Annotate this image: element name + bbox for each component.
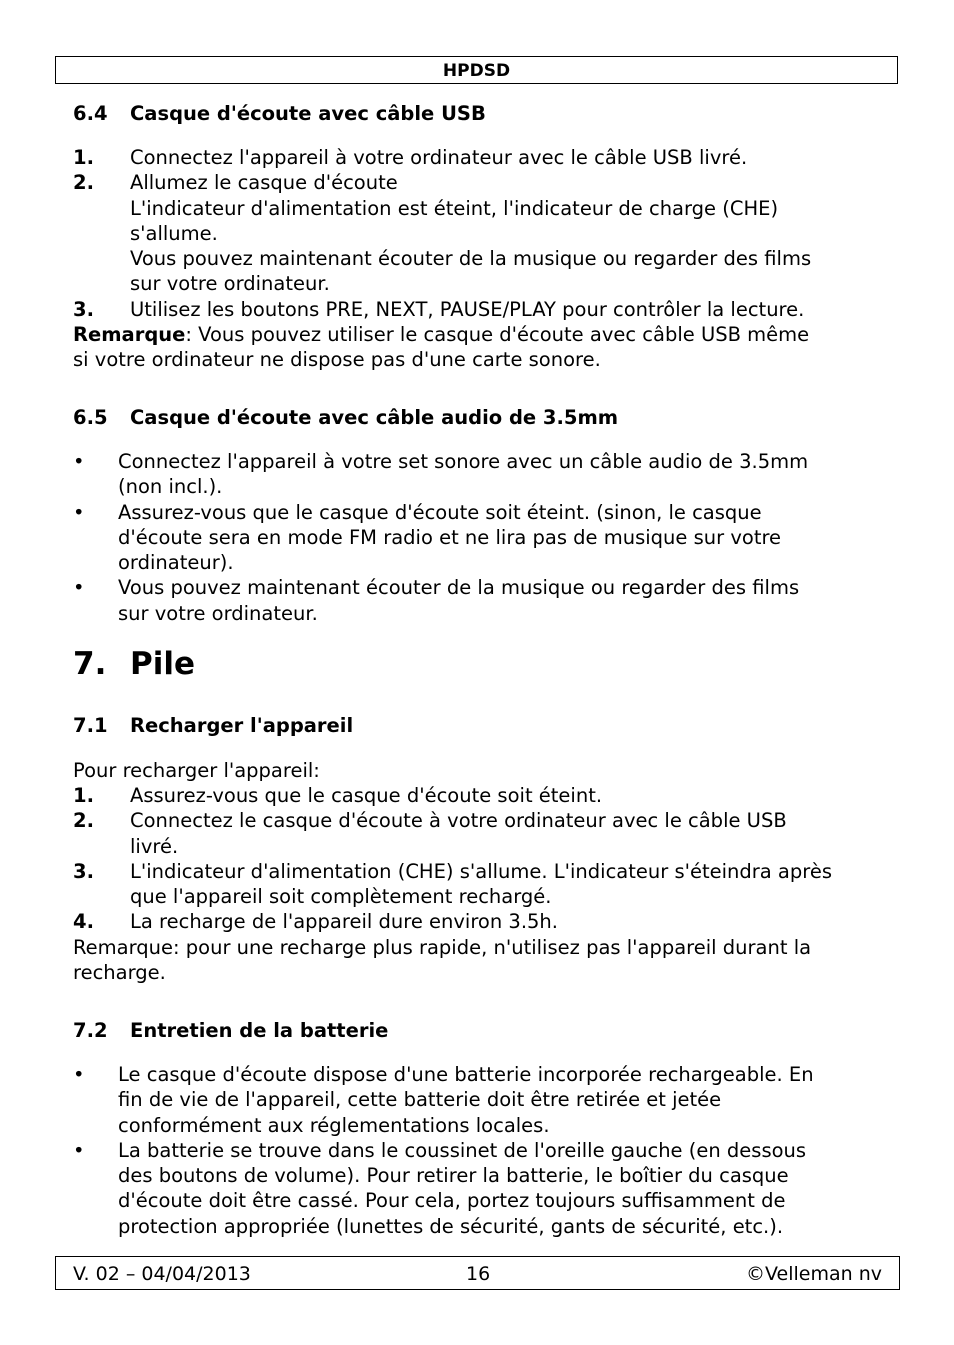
bullet-text: Connectez l'appareil à votre set sonore avec un câble audio de 3.5mm [118, 450, 809, 473]
usb-note [73, 322, 888, 373]
section-number: 7.2 [73, 1019, 108, 1042]
section-title: Recharger l'appareil [130, 714, 354, 737]
step-text: L'indicateur d'alimentation (CHE) s'allume. L'indicateur s'éteindra après [130, 859, 833, 883]
note-text: : Vous pouvez utiliser le casque d'écoute avec câble USB même [185, 323, 810, 346]
section-heading-7-1 [73, 713, 353, 738]
usb-steps-list [73, 145, 893, 322]
bullet-text: Assurez-vous que le casque d'écoute soit éteint. (sinon, le casque [118, 500, 762, 524]
step-number: 1. [73, 146, 94, 169]
list-item [73, 500, 893, 576]
bullet-text: protection appropriée (lunettes de sécurité, gants de sécurité, etc.). [118, 1214, 784, 1238]
step-text: L'indicateur d'alimentation est éteint, l'indicateur de charge (CHE) [130, 196, 779, 220]
bullet-text: (non incl.). [118, 475, 223, 499]
step-text: livré. [130, 834, 179, 858]
bullet-icon: • [73, 500, 85, 524]
step-text: s'allume. [130, 221, 218, 245]
section-title: Casque d'écoute avec câble audio de 3.5mm [130, 406, 619, 429]
bullet-text: ordinateur). [118, 551, 234, 575]
step-text: Connectez l'appareil à votre ordinateur avec le câble USB livré. [130, 146, 748, 169]
list-item [73, 1062, 893, 1138]
section-heading-6-4 [73, 101, 486, 126]
step-text: Vous pouvez maintenant écouter de la musique ou regarder des films [130, 247, 812, 271]
step-number: 4. [73, 910, 94, 934]
footer-version: V. 02 – 04/04/2013 [73, 1263, 251, 1285]
page-header [55, 56, 898, 84]
bullet-text: sur votre ordinateur. [118, 601, 318, 625]
note-label: Remarque [73, 323, 186, 346]
section-number: 7.1 [73, 714, 108, 737]
list-item [73, 297, 893, 322]
bullet-icon: • [73, 450, 85, 473]
section-number: 6.4 [73, 102, 108, 125]
bullet-text: fin de vie de l'appareil, cette batterie doit être retirée et jetée [118, 1088, 722, 1112]
list-item [73, 575, 893, 626]
section-title: Casque d'écoute avec câble USB [130, 102, 486, 125]
chapter-heading-7 [73, 644, 195, 684]
step-number: 2. [73, 809, 94, 833]
bullet-text: d'écoute doit être cassé. Pour cela, portez toujours suffisamment de [118, 1189, 786, 1213]
step-text: sur votre ordinateur. [130, 272, 330, 296]
footer-page-number: 16 [466, 1263, 491, 1285]
page-footer [55, 1256, 900, 1290]
list-item [73, 783, 893, 808]
step-number: 3. [73, 859, 94, 883]
list-item [73, 145, 893, 170]
bullet-text: Le casque d'écoute dispose d'une batterie incorporée rechargeable. En [118, 1063, 814, 1086]
bullet-text: des boutons de volume). Pour retirer la batterie, le boîtier du casque [118, 1164, 789, 1188]
note-text: recharge. [73, 961, 166, 985]
bullet-icon: • [73, 1138, 85, 1162]
step-text: La recharge de l'appareil dure environ 3.5h. [130, 910, 558, 934]
step-number: 2. [73, 171, 94, 195]
bullet-text: d'écoute sera en mode FM radio et ne lira pas de musique sur votre [118, 525, 782, 549]
step-number: 1. [73, 784, 94, 807]
bullet-text: La batterie se trouve dans le coussinet de l'oreille gauche (en dessous [118, 1138, 807, 1162]
step-text: que l'appareil soit complètement rechargé. [130, 885, 552, 909]
audio-bullets-list [73, 449, 893, 626]
recharge-intro: Pour recharger l'appareil: [73, 759, 320, 782]
section-heading-6-5 [73, 405, 618, 430]
step-text: Allumez le casque d'écoute [130, 171, 398, 195]
list-item [73, 808, 893, 859]
step-text: Connectez le casque d'écoute à votre ordinateur avec le câble USB [130, 809, 787, 833]
chapter-title: Pile [130, 646, 195, 682]
step-text: Utilisez les boutons PRE, NEXT, PAUSE/PLAY pour contrôler la lecture. [130, 297, 805, 321]
list-item [73, 859, 893, 910]
recharge-note [73, 935, 888, 986]
list-item [73, 449, 893, 500]
chapter-number: 7. [73, 646, 107, 682]
section-number: 6.5 [73, 406, 108, 429]
recharge-steps-list [73, 783, 893, 935]
battery-bullets-list [73, 1062, 893, 1239]
bullet-icon: • [73, 1063, 85, 1086]
step-number: 3. [73, 297, 94, 321]
note-text: si votre ordinateur ne dispose pas d'une carte sonore. [73, 348, 601, 372]
section-title: Entretien de la batterie [130, 1019, 389, 1042]
step-text: Assurez-vous que le casque d'écoute soit éteint. [130, 784, 603, 807]
list-item [73, 909, 893, 934]
footer-copyright: ©Velleman nv [746, 1263, 882, 1285]
list-item [73, 1138, 893, 1239]
note-text: Remarque: pour une recharge plus rapide, n'utilisez pas l'appareil durant la [73, 936, 812, 959]
header-title: HPDSD [442, 61, 511, 81]
bullet-icon: • [73, 576, 85, 600]
section-heading-7-2 [73, 1018, 388, 1043]
list-item [73, 170, 893, 296]
bullet-text: Vous pouvez maintenant écouter de la musique ou regarder des films [118, 576, 800, 600]
bullet-text: conformément aux réglementations locales. [118, 1113, 550, 1137]
